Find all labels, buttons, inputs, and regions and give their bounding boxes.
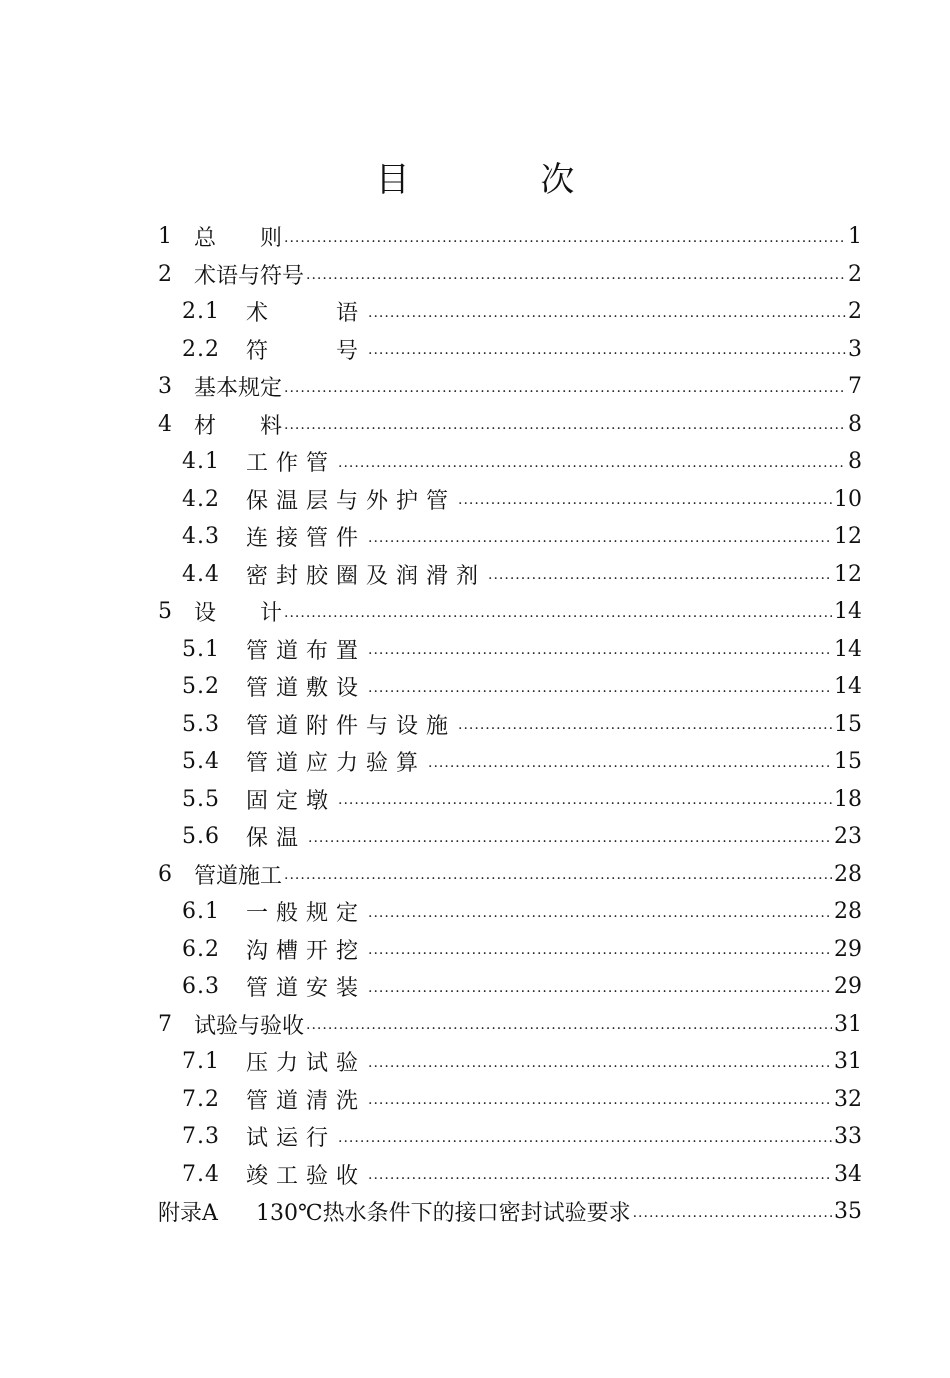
toc-entry-page: 29 — [834, 936, 862, 962]
toc-entry-page: 8 — [848, 411, 862, 437]
toc-entry-number: 2.2 — [182, 336, 220, 362]
toc-leader-dots — [368, 342, 846, 364]
toc-entry-label: 管道布置 — [246, 638, 367, 664]
toc-entry-number: 1 — [158, 224, 172, 250]
toc-entry-page: 28 — [834, 861, 862, 887]
toc-entry-label: 术 语 — [246, 301, 367, 327]
toc-entry-label: 材 料 — [194, 413, 283, 439]
toc-leader-dots — [368, 1092, 832, 1114]
toc-entry-number: 4.2 — [182, 486, 220, 512]
toc-entry[interactable] — [158, 893, 862, 931]
toc-entry-label: 一般规定 — [246, 901, 367, 927]
table-of-contents — [158, 218, 862, 1231]
toc-entry-number: 5.1 — [182, 636, 220, 662]
toc-entry-label: 管道清洗 — [246, 1088, 367, 1114]
toc-entry[interactable] — [158, 1118, 862, 1156]
toc-entry-label: 管道敷设 — [246, 676, 367, 702]
toc-entry-label: 管道施工 — [194, 863, 283, 889]
toc-leader-dots — [633, 1205, 832, 1227]
toc-entry[interactable] — [158, 406, 862, 444]
toc-entry-page: 14 — [834, 674, 862, 700]
toc-leader-dots — [368, 905, 832, 927]
toc-entry-page: 1 — [848, 224, 862, 250]
toc-entry-number: 5.4 — [182, 749, 220, 775]
toc-entry-label: 沟槽开挖 — [246, 938, 367, 964]
toc-entry-page: 32 — [834, 1086, 862, 1112]
toc-entry-page: 31 — [834, 1049, 862, 1075]
toc-leader-dots — [428, 755, 832, 777]
toc-entry-number: 2.1 — [182, 299, 220, 325]
toc-leader-dots — [306, 267, 846, 289]
toc-entry[interactable] — [158, 331, 862, 369]
toc-entry-page: 35 — [834, 1199, 862, 1225]
toc-entry-page: 28 — [834, 899, 862, 925]
toc-entry[interactable] — [158, 218, 862, 256]
toc-entry-label: 管道安装 — [246, 976, 367, 1002]
toc-entry[interactable] — [158, 968, 862, 1006]
toc-entry-page: 15 — [834, 749, 862, 775]
toc-entry-number: 4.3 — [182, 524, 220, 550]
toc-entry-page: 8 — [848, 449, 862, 475]
toc-leader-dots — [284, 417, 846, 439]
toc-entry-page: 14 — [834, 636, 862, 662]
toc-entry[interactable] — [158, 668, 862, 706]
toc-entry[interactable] — [158, 1156, 862, 1194]
toc-entry[interactable] — [158, 1043, 862, 1081]
toc-leader-dots — [368, 305, 846, 327]
toc-entry-number: 4 — [158, 411, 172, 437]
toc-entry-label: 保温 — [246, 826, 307, 852]
toc-entry-page: 7 — [848, 374, 862, 400]
toc-leader-dots — [284, 867, 832, 889]
toc-leader-dots — [284, 380, 846, 402]
page-title: 目 次 — [375, 160, 635, 200]
toc-entry-number: 7.2 — [182, 1086, 220, 1112]
toc-leader-dots — [458, 492, 832, 514]
toc-leader-dots — [458, 717, 832, 739]
toc-entry-label: 试验与验收 — [194, 1013, 305, 1039]
toc-leader-dots — [284, 605, 832, 627]
toc-leader-dots — [368, 980, 832, 1002]
toc-entry-number: 5.5 — [182, 786, 220, 812]
toc-entry-number: 5.6 — [182, 824, 220, 850]
toc-entry[interactable] — [158, 368, 862, 406]
toc-entry-number: 4.1 — [182, 449, 220, 475]
toc-entry-label: 固定墩 — [246, 788, 337, 814]
toc-entry-label: 压力试验 — [246, 1051, 367, 1077]
toc-leader-dots — [284, 230, 846, 252]
toc-entry-label: 130℃热水条件下的接口密封试验要求 — [256, 1201, 631, 1227]
toc-entry-page: 10 — [834, 486, 862, 512]
toc-leader-dots — [306, 1017, 832, 1039]
toc-entry-number: 7.1 — [182, 1049, 220, 1075]
toc-entry[interactable] — [158, 1193, 862, 1231]
toc-leader-dots — [338, 1130, 832, 1152]
toc-entry-page: 23 — [834, 824, 862, 850]
toc-entry-page: 31 — [834, 1011, 862, 1037]
toc-entry[interactable] — [158, 931, 862, 969]
toc-entry[interactable] — [158, 781, 862, 819]
toc-entry-label: 设 计 — [194, 601, 283, 627]
toc-leader-dots — [308, 830, 832, 852]
toc-entry[interactable] — [158, 856, 862, 894]
toc-entry[interactable] — [158, 518, 862, 556]
toc-entry[interactable] — [158, 1006, 862, 1044]
toc-entry-page: 2 — [848, 299, 862, 325]
toc-leader-dots — [368, 942, 832, 964]
toc-entry[interactable] — [158, 443, 862, 481]
toc-entry-number: 附录A — [158, 1201, 218, 1227]
toc-entry-number: 3 — [158, 374, 172, 400]
toc-entry[interactable] — [158, 481, 862, 519]
toc-leader-dots — [338, 455, 846, 477]
toc-entry-label: 总 则 — [194, 226, 283, 252]
toc-entry-label: 连接管件 — [246, 526, 367, 552]
toc-entry-page: 12 — [834, 561, 862, 587]
toc-entry-label: 符 号 — [246, 338, 367, 364]
toc-entry-label: 基本规定 — [194, 376, 283, 402]
toc-entry[interactable] — [158, 743, 862, 781]
toc-entry-label: 管道附件与设施 — [246, 713, 457, 739]
toc-entry[interactable] — [158, 593, 862, 631]
toc-entry-number: 7 — [158, 1011, 172, 1037]
toc-entry-page: 34 — [834, 1161, 862, 1187]
toc-entry-number: 2 — [158, 261, 172, 287]
toc-entry-label: 保温层与外护管 — [246, 488, 457, 514]
toc-entry-label: 管道应力验算 — [246, 751, 427, 777]
toc-entry-number: 6.3 — [182, 974, 220, 1000]
toc-entry[interactable] — [158, 631, 862, 669]
toc-entry-number: 7.4 — [182, 1161, 220, 1187]
toc-leader-dots — [368, 680, 832, 702]
toc-entry[interactable] — [158, 1081, 862, 1119]
toc-entry-page: 2 — [848, 261, 862, 287]
toc-entry-number: 5.2 — [182, 674, 220, 700]
toc-entry-label: 试运行 — [246, 1126, 337, 1152]
toc-leader-dots — [368, 1055, 832, 1077]
toc-leader-dots — [338, 792, 832, 814]
toc-entry-number: 5.3 — [182, 711, 220, 737]
toc-entry[interactable] — [158, 256, 862, 294]
toc-entry[interactable] — [158, 706, 862, 744]
toc-entry-label: 竣工验收 — [246, 1163, 367, 1189]
toc-entry-label: 密封胶圈及润滑剂 — [246, 563, 487, 589]
toc-leader-dots — [488, 567, 832, 589]
toc-entry[interactable] — [158, 556, 862, 594]
toc-entry-number: 5 — [158, 599, 172, 625]
toc-entry-number: 4.4 — [182, 561, 220, 587]
toc-entry-page: 14 — [834, 599, 862, 625]
toc-entry[interactable] — [158, 293, 862, 331]
toc-entry-page: 3 — [848, 336, 862, 362]
toc-entry-label: 术语与符号 — [194, 263, 305, 289]
toc-entry-number: 6.2 — [182, 936, 220, 962]
toc-entry-page: 15 — [834, 711, 862, 737]
toc-leader-dots — [368, 642, 832, 664]
toc-entry-number: 6 — [158, 861, 172, 887]
toc-entry-page: 12 — [834, 524, 862, 550]
toc-entry-number: 7.3 — [182, 1124, 220, 1150]
toc-entry-page: 29 — [834, 974, 862, 1000]
toc-entry[interactable] — [158, 818, 862, 856]
toc-entry-label: 工作管 — [246, 451, 337, 477]
toc-leader-dots — [368, 530, 832, 552]
toc-entry-page: 33 — [834, 1124, 862, 1150]
toc-leader-dots — [368, 1167, 832, 1189]
toc-entry-number: 6.1 — [182, 899, 220, 925]
toc-entry-page: 18 — [834, 786, 862, 812]
